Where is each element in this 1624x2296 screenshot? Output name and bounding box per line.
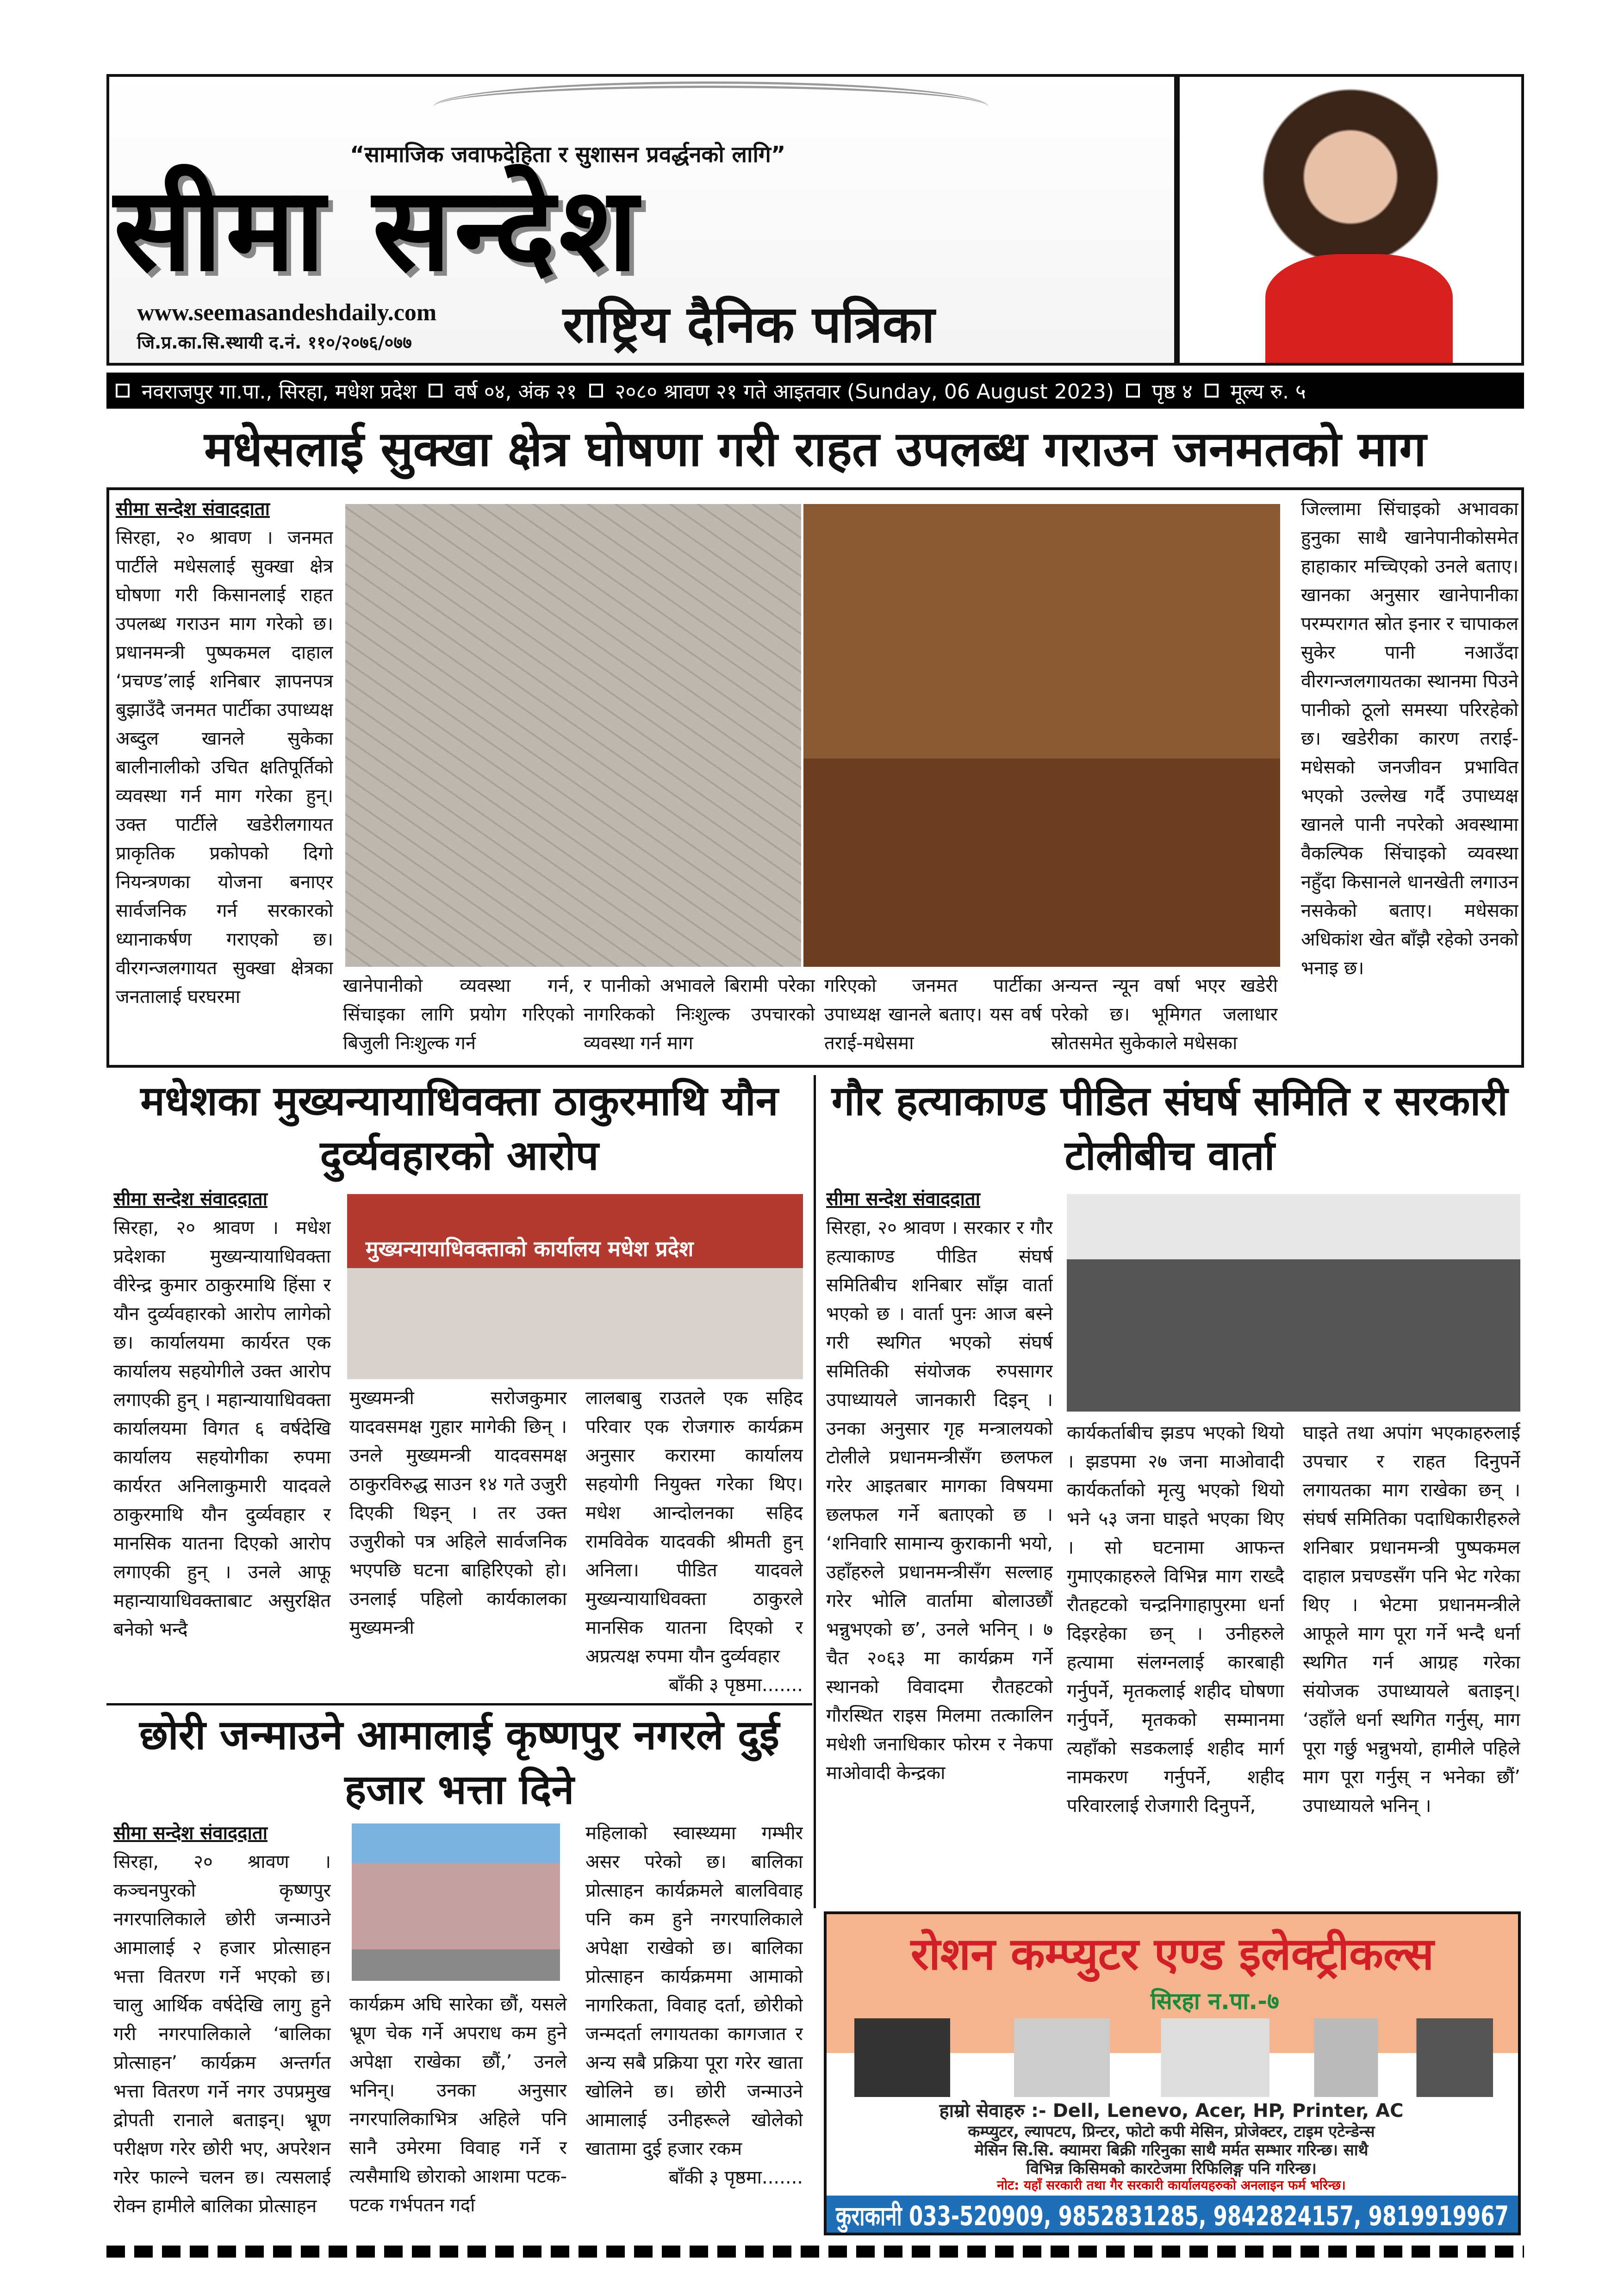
square-icon (116, 384, 130, 398)
bottom-border (106, 2246, 1524, 2258)
ad-line: विभिन्न किसिमको कारटेजमा रिफिलिङ्ग पनि गरिन्छ। (1026, 2159, 1317, 2178)
lead-col-3: र पानीको अभावले बिरामी परेका नागरिकको निःशुल्क उपचारको व्यवस्था गर्न माग (584, 975, 815, 1054)
advertisement (824, 1911, 1521, 2235)
brands: Dell, Lenevo, Acer, HP, Printer, AC (1052, 2100, 1404, 2122)
article2-col-2: मुख्यमन्त्री सरोजकुमार यादवसमक्ष गुहार मागेकी छिन् । उनले मुख्यमन्त्री यादवसमक्ष ठाकुरविरुद्ध साउन १४ गते उजुरी दिएकी थिइन् । तर उक्त उजुरीको पत्र अहिले सार्वजनिक भएपछि घटना बाहिरिएको हो। उनलाई पहिलो कार्यकालका मुख्यमन्त्री (349, 1388, 567, 1638)
lead-col-4: गरिएको जनमत पार्टीका उपाध्यक्ष खानले बताए। यस वर्ष तराई-मधेसमा (824, 975, 1042, 1054)
masthead (106, 74, 1177, 366)
article-text: सिरहा, २० श्रावण । कञ्चनपुरको कृष्णपुर नगरपालिकाले छोरी जन्माउने आमालाई २ हजार प्रोत्साहन भत्ता वितरण गर्ने भएको छ। चालु आर्थिक वर्षदेखि लागु हुने गरी नगरपालिकाले ‘बालिका प्रोत्साहन’ कार्यक्रम अन्तर्गत भत्ता वितरण गर्ने नगर उपप्रमुख द्रोपती रानाले बताइन्। भ्रूण परीक्षण गरेर छोरी भए, अपरेशन गरेर फाल्ने चलन छ। त्यसलाई रोक्न हामीले बालिका प्रोत्साहन (113, 1851, 331, 2217)
article4-col-3: घाइते तथा अपांग भएकाहरुलाई उपचार र राहत दिनुपर्ने लगायतका माग राखेका छन् । संघर्ष समितिका पदाधिकारीहरुले शनिबार प्रधानमन्त्री पुष्पकमल दाहाल प्रचण्डसँग पनि भेट गरेका थिए । भेटमा प्रधानमन्त्रीले आफूले माग पूरा गर्ने भन्दै धर्ना स्थगित गर्न आग्रह गरेका संयोजक उपाध्यायले बताइन्। ‘उहाँले धर्ना स्थगित गर्नुस्, माग पूरा गर्छु भन्नुभयो, हामीले पहिले माग पूरा गर्नुस् न भनेका छौं’ उपाध्यायले भनिन् । (1303, 1422, 1520, 1817)
article-text: महिलाको स्वास्थ्यमा गम्भीर असर परेको छ। बालिका प्रोत्साहन कार्यक्रमले बालविवाह पनि कम हुने नगरपालिकाले अपेक्षा राखेको छ। बालिका प्रोत्साहन कार्यक्रममा आमाको नागरिकता, विवाह दर्ता, छोरीको जन्मदर्ता लगायतका कागजात र अन्य सबै प्रक्रिया पूरा गरेर खाता खोलिने छ। छोरी जन्माउने आमालाई उनीहरूले खोलेको खातामा दुई हजार रकम (585, 1823, 803, 2159)
square-icon (1205, 384, 1219, 398)
office-sign-text: मुख्यन्यायाधिवक्ताको कार्यालय मधेश प्रदेश (366, 1236, 694, 1261)
ad-title: रोशन कम्प्युटर एण्ड इलेक्ट्रीकल्स (910, 1928, 1434, 1980)
square-icon (429, 384, 442, 398)
square-icon (1126, 384, 1140, 398)
volume: वर्ष ०४, अंक २१ (454, 380, 577, 404)
article2-col-3 (585, 1384, 803, 1699)
meeting-photo (803, 504, 1280, 967)
ad-contact: कुराकानी 033-520909, 9852831285, 9842824157, 9819919967 (836, 2200, 1509, 2232)
article4-headline: गौर हत्याकाण्ड पीडित संघर्ष समिति र सरकारी टोलीबीच वार्ता (831, 1077, 1508, 1179)
article3-headline: छोरी जन्माउने आमालाई कृष्णपुर नगरले दुई हजार भत्ता दिने (139, 1711, 779, 1813)
ad-location: सिरहा न.पा.-७ (1151, 1988, 1279, 2015)
office-sign-photo (347, 1194, 803, 1379)
price: मूल्य रु. ५ (1230, 380, 1306, 404)
group-meeting-photo (1067, 1194, 1520, 1412)
ad-line: कम्प्युटर, ल्यापटप, प्रिन्टर, फोटो कपी मेसिन, प्रोजेक्टर, टाइम एटेन्डेन्स (968, 2122, 1375, 2141)
divider (814, 1075, 816, 1908)
cracked-field-photo (345, 504, 801, 967)
byline: सीमा सन्देश संवाददाता (113, 1188, 268, 1210)
article-text: लालबाबु राउतले एक सहिद परिवार एक रोजगारु कार्यक्रम अनुसार करारमा कार्यालय सहयोगी नियुक्त गरेका थिए। मधेश आन्दोलनका सहिद रामविवेक यादवकी श्रीमती हुन् अनिला। पीडित यादवले मुख्यन्यायाधिवक्ता ठाकुरले मानसिक यातना दिएको र अप्रत्यक्ष रुपमा यौन दुर्व्यवहार (585, 1388, 803, 1667)
model-photo (1177, 74, 1524, 366)
article3-col-2: कार्यक्रम अघि सारेका छौं, यसले भ्रूण चेक गर्ने अपराध कम हुने अपेक्षा राखेका छौं,’ उनले भनिन्। उनका अनुसार नगरपालिकाभित्र अहिले पनि सानै उमेरमा विवाह गर्ने र त्यसैमाथि छोराको आशमा पटक-पटक गर्भपतन गर्दा (349, 1994, 567, 2216)
tagline: “सामाजिक जवाफदेहिता र सुशासन प्रवर्द्धनको लागि” (350, 142, 786, 168)
lead-col-1 (116, 495, 333, 1064)
continued-link[interactable]: बाँकी ३ पृष्ठमा....... (668, 1674, 803, 1696)
location: नवराजपुर गा.पा., सिरहा, मधेश प्रदेश (142, 380, 417, 404)
continued-link[interactable]: बाँकी ३ पृष्ठमा....... (668, 2167, 803, 2188)
date-bar-content (116, 377, 1513, 404)
article4-col-2: कार्यकर्ताबीच झडप भएको थियो । झडपमा २७ जना माओवादी कार्यकर्ताको मृत्यु भएको थियो भने ५३ जना घाइते भएका थिए । सो घटनामा आफन्त गुमाएकाहरुले विभिन्न माग राख्दै रौतहटको चन्द्रनिगाहापुरमा धर्ना दिइरहेका छन् । उनीहरुले हत्यामा संलग्नलाई कारबाही गर्नुपर्ने, मृतकलाई शहीद घोषणा गर्नुपर्ने, मृतकको सम्मानमा त्यहाँको सडकलाई शहीद मार्ग नामकरण गर्नुपर्ने, शहीद परिवारलाई रोजगारी दिनुपर्ने, (1067, 1422, 1284, 1817)
services-label: हाम्रो सेवाहरु :- (939, 2100, 1046, 2122)
ornament (433, 81, 989, 132)
article2-col-1 (113, 1185, 331, 1699)
lead-col-5: अन्यन्त न्यून वर्षा भएर खडेरी परेको छ। भूमिगत जलाधार स्रोतसमेत सुकेकाले मधेसका (1051, 975, 1278, 1054)
article3-col-3 (585, 1819, 803, 2240)
date-bar (106, 373, 1524, 409)
newspaper-logo: सीमा सन्देश (114, 162, 642, 297)
website-link[interactable]: www.seemasandeshdaily.com (137, 299, 437, 326)
article2-headline: मधेशका मुख्यन्यायाधिवक्ता ठाकुरमाथि यौन दुर्व्यवहारको आरोप (140, 1077, 778, 1179)
lead-headline: मधेसलाई सुक्खा क्षेत्र घोषणा गरी राहत उपलब्ध गराउन जनमतको माग (204, 421, 1426, 477)
article-text: सिरहा, २० श्रावण । सरकार र गौर हत्याकाण्ड पीडित संघर्ष समितिबीच शनिबार साँझ वार्ता भएको छ । वार्ता पुनः आज बस्ने गरी स्थगित भएको संघर्ष समितिकी संयोजक रुपसागर उपाध्यायले जानकारी दिइन् । उनका अनुसार गृह मन्त्रालयको टोलीले प्रधानमन्त्रीसँग छलफल गरेर आइतबार मागका विषयमा छलफल गर्ने बताएको छ । ‘शनिवारि सामान्य कुराकानी भयो, उहाँहरुले प्रधानमन्त्रीसँग सल्लाह गरेर भोलि वार्तामा बोलाउछौं भन्नुभएको छ’, उनले भनिन् । ७ चैत २०६३ मा कार्यक्रम गर्ने स्थानको विवादमा रौतहटको गौरस्थित राइस मिलमा तत्कालिन मधेशी जनाधिकार फोरम र नेकपा माओवादी केन्द्रका (826, 1217, 1053, 1784)
divider (106, 1703, 812, 1705)
ad-services (845, 2100, 1498, 2122)
lead-col-2: खानेपानीको व्यवस्था गर्न, सिंचाइका लागि प्रयोग गरिएको बिजुली निःशुल्क गर्न (343, 975, 574, 1054)
ad-line: मेसिन सि.सि. क्यामरा बिक्री गरिनुका साथै मर्मत सम्भार गरिन्छ। साथै (974, 2141, 1369, 2159)
lead-col-6: जिल्लामा सिंचाइको अभावका हुनुका साथै खानेपानीकोसमेत हाहाकार मच्चिएको उनले बताए। खानका अनुसार खानेपानीका परम्परागत स्रोत इनार र चापाकल सुकेर पानी नआउँदा वीरगन्जलगायतका स्थानमा पिउने पानीको ठूलो समस्या परिरहेको छ। खडेरीका कारण तराई-मधेसको जनजीवन प्रभावित भएको उल्लेख गर्दै उपाध्यक्ष खानले पानी नपरेको अवस्थामा वैकल्पिक सिंचाइको व्यवस्था नहुँदा किसानले धानखेती लगाउन नसकेको बताए। मधेसका अधिकांश खेत बाँझै रहेको उनको भनाइ छ। (1301, 498, 1518, 979)
lead-article (106, 487, 1524, 1068)
issue-date: २०८० श्रावण २१ गते आइतवार (Sunday, 06 August 2023) (615, 380, 1114, 404)
square-icon (589, 384, 603, 398)
article4-col-1 (826, 1185, 1053, 1902)
registration-number: जि.प्र.का.सि.स्थायी द.नं. ११०/२०७६/०७७ (137, 332, 412, 353)
ad-note: नोट: यहाँ सरकारी तथा गैर सरकारी कार्यालयहरुको अनलाइन फर्म भरिन्छ। (997, 2178, 1346, 2193)
newspaper-subtitle: राष्ट्रिय दैनिक पत्रिका (563, 295, 935, 354)
article-text: सिरहा, २० श्रावण । जनमत पार्टीले मधेसलाई सुक्खा क्षेत्र घोषणा गरी किसानलाई राहत उपलब्ध गराउन माग गरेको छ। प्रधानमन्त्री पुष्पकमल दाहाल ‘प्रचण्ड’लाई शनिबार ज्ञापनपत्र बुझाउँदै जनमत पार्टीका उपाध्यक्ष अब्दुल खानले सुकेका बालीनालीको उचित क्षतिपूर्तिको व्यवस्था गर्न माग गरेका हुन्। उक्त पार्टीले खडेरीलगायत प्राकृतिक प्रकोपको दिगो नियन्त्रणका योजना बनाएर सार्वजनिक गर्न सरकारको ध्यानाकर्षण गराएको छ। वीरगन्जलगायत सुक्खा क्षेत्रका जनतालाई घरघरमा (116, 527, 333, 1008)
article3-col-1 (113, 1819, 331, 2235)
page-number: पृष्ठ ४ (1151, 380, 1193, 404)
municipality-building-photo (352, 1823, 560, 1981)
byline: सीमा सन्देश संवाददाता (113, 1823, 268, 1844)
article-text: सिरहा, २० श्रावण । मधेश प्रदेशका मुख्यन्यायाधिवक्ता वीरेन्द्र कुमार ठाकुरमाथि हिंसा र यौन दुर्व्यवहारको आरोप लागेको छ। कार्यालयमा कार्यरत एक कार्यालय सहयोगीले उक्त आरोप लगाएकी हुन् । महान्यायाधिवक्ता कार्यालयमा विगत ६ वर्षदेखि कार्यालय सहयोगीका रुपमा कार्यरत अनिलाकुमारी यादवले ठाकुरमाथि यौन दुर्व्यवहार र मानसिक यातना दिएको आरोप लगाएकी हुन् । उनले आफू महान्यायाधिवक्ताबाट असुरक्षित बनेको भन्दै (113, 1217, 331, 1640)
products-image (854, 2018, 1493, 2097)
byline: सीमा सन्देश संवाददाता (826, 1188, 981, 1210)
byline: सीमा सन्देश संवाददाता (116, 498, 270, 520)
